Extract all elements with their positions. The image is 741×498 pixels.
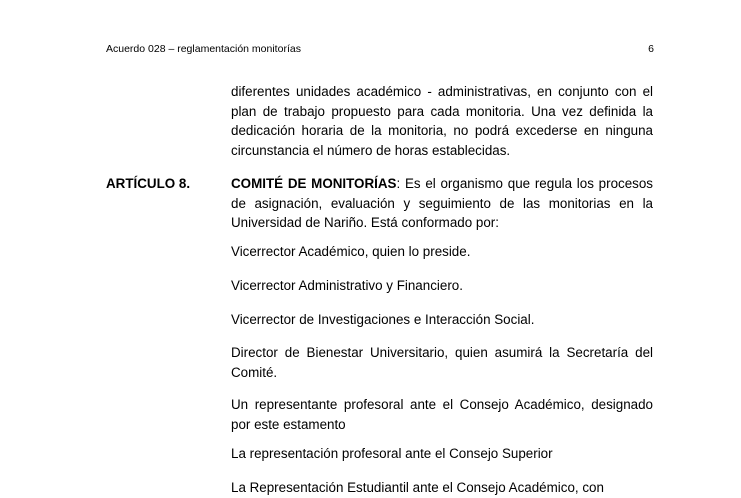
article-paragraph	[231, 174, 653, 233]
intro-paragraph: diferentes unidades académico - administrativas, en conjunto con el plan de trabajo propuesto para cada monitoria. Una vez definida la dedicación horaria de la monitoria, no podrá excederse en ninguna circunstancia el número de horas establecidas.	[231, 84, 653, 158]
member-item: La Representación Estudiantil ante el Consejo Académico, con	[231, 480, 604, 495]
member-item: Vicerrector Académico, quien lo preside.	[231, 244, 471, 259]
member-item: Vicerrector de Investigaciones e Interacción Social.	[231, 312, 535, 327]
member-item: Director de Bienestar Universitario, quien asumirá la Secretaría del Comité.	[231, 345, 653, 380]
article-body: : Es el organismo que regula los procesos de asignación, evaluación y seguimiento de las monitorias en la Universidad de Nariño. Está conformado por:	[231, 176, 654, 230]
page-number: 6	[648, 43, 654, 55]
member-item: Vicerrector Administrativo y Financiero.	[231, 278, 463, 293]
article-label: ARTÍCULO 8.	[106, 176, 191, 191]
member-item: Un representante profesoral ante el Consejo Académico, designado por este estamento	[231, 397, 653, 432]
page-header	[106, 43, 654, 57]
member-item: La representación profesoral ante el Consejo Superior	[231, 446, 553, 461]
header-title: Acuerdo 028 – reglamentación monitorías	[106, 43, 301, 55]
article-heading: COMITÉ DE MONITORÍAS	[231, 176, 397, 191]
